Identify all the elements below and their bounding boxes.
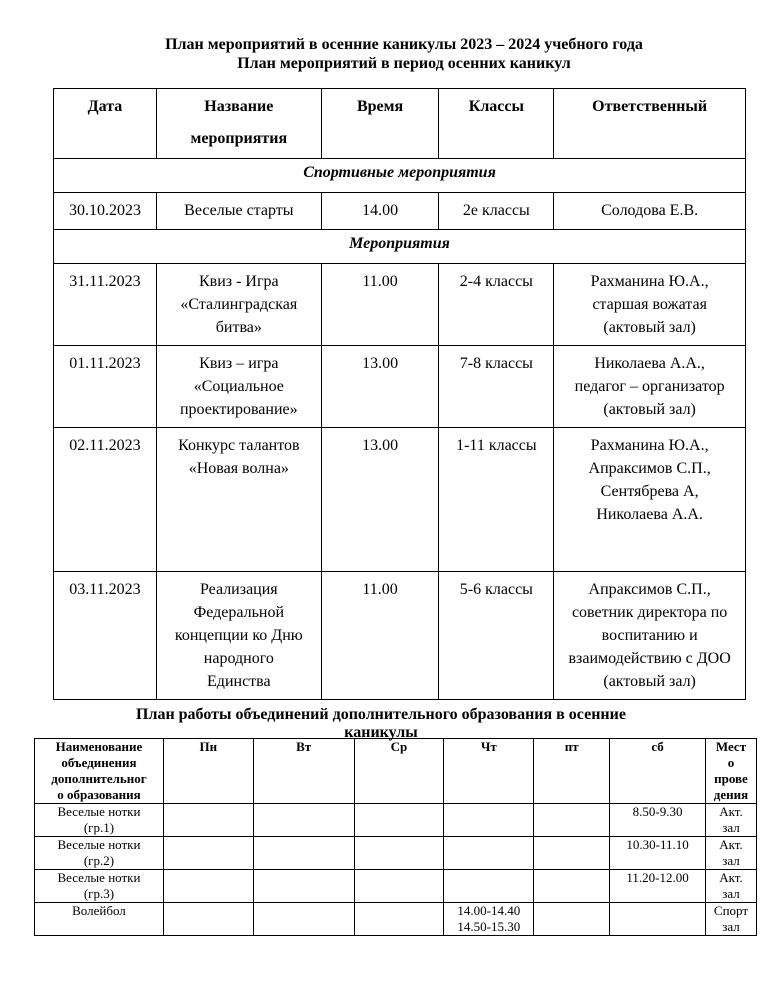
clubs-header-cell (705, 739, 756, 804)
clubs-header-cell (35, 739, 164, 804)
event-name (156, 572, 321, 700)
club-place-line: Акт. (719, 837, 743, 852)
event-time: 14.00 (321, 193, 439, 230)
club-place-line: Акт. (719, 804, 743, 819)
clubs-header-line: Вт (296, 739, 312, 754)
clubs-header-line: о образования (57, 787, 141, 802)
club-place (705, 804, 756, 837)
events-header-row (54, 89, 746, 159)
clubs-header-row (35, 739, 757, 804)
event-row (54, 264, 746, 346)
club-schedule-cell (534, 837, 610, 870)
club-place-line: зал (722, 820, 740, 835)
event-time: 13.00 (321, 346, 439, 428)
event-responsible-line: Николаева А.А. (596, 506, 703, 523)
club-schedule-cell (354, 870, 444, 903)
clubs-header-line: Наименование (55, 739, 143, 754)
event-responsible-line: Николаева А.А., (594, 355, 705, 372)
event-name-line: проектирование» (179, 401, 298, 418)
clubs-header-cell (354, 739, 444, 804)
header-time: Время (321, 89, 439, 159)
clubs-header-line: сб (651, 739, 664, 754)
event-name (156, 428, 321, 572)
club-schedule-cell: 10.30-11.10 (610, 837, 706, 870)
club-name (35, 870, 164, 903)
event-date: 03.11.2023 (54, 572, 157, 700)
event-responsible (554, 346, 746, 428)
club-place-line: зал (722, 853, 740, 868)
header-responsible: Ответственный (554, 89, 746, 159)
club-name-line: Волейбол (72, 903, 126, 918)
header-date: Дата (54, 89, 157, 159)
event-responsible-line: педагог – организатор (574, 378, 725, 395)
event-row (54, 346, 746, 428)
event-name (156, 264, 321, 346)
clubs-header-cell (163, 739, 253, 804)
event-responsible-line: старшая вожатая (592, 296, 707, 313)
club-schedule-cell (163, 870, 253, 903)
header-classes: Классы (439, 89, 554, 159)
event-name-line: Квиз – игра (199, 355, 279, 372)
clubs-title-line2: каникулы (344, 724, 418, 741)
event-responsible-line: Сентябрева А, (600, 483, 699, 500)
event-classes: 1-11 классы (439, 428, 554, 572)
club-schedule-cell (534, 804, 610, 837)
club-schedule-cell (253, 837, 354, 870)
event-responsible (554, 264, 746, 346)
event-name-line: «Социальное (193, 378, 284, 395)
club-schedule-cell (354, 804, 444, 837)
club-name (35, 903, 164, 936)
club-name-line: (гр.3) (83, 886, 115, 901)
event-responsible-line: Апраксимов С.П., (588, 460, 711, 477)
club-name (35, 837, 164, 870)
club-schedule-cell: 14.00-14.40 14.50-15.30 (444, 903, 534, 936)
clubs-header-line: Мест (715, 739, 747, 754)
clubs-header-line: Ср (390, 739, 408, 754)
clubs-header-cell (610, 739, 706, 804)
clubs-header-line: о (727, 755, 735, 770)
club-schedule-cell (444, 804, 534, 837)
clubs-header-line: пт (564, 739, 579, 754)
header-event-name-line1: Название (204, 98, 274, 115)
event-name-line: Реализация (199, 581, 278, 598)
event-row (54, 428, 746, 572)
event-time: 13.00 (321, 428, 439, 572)
event-name-line: битва» (215, 319, 262, 336)
event-name-line: Квиз - Игра (198, 273, 279, 290)
event-name-line: Единства (207, 673, 271, 690)
header-event-name-line2: мероприятия (190, 130, 288, 147)
event-responsible-line: воспитанию и (601, 627, 698, 644)
event-responsible-line: (актовый зал) (603, 319, 696, 336)
club-schedule-cell: 8.50-9.30 (610, 804, 706, 837)
clubs-header-line: прове (714, 771, 748, 786)
club-place (705, 870, 756, 903)
club-place (705, 837, 756, 870)
event-responsible-line: Рахманина Ю.А., (590, 437, 709, 454)
club-schedule-cell (610, 903, 706, 936)
club-schedule-cell (163, 804, 253, 837)
event-responsible-line: взаимодействию с ДОО (568, 650, 731, 667)
section-title-events: Мероприятия (54, 230, 746, 264)
clubs-header-line: объединения (61, 755, 137, 770)
event-responsible-line: Рахманина Ю.А., (590, 273, 709, 290)
clubs-header-line: дополнительног (51, 771, 147, 786)
club-name-line: Веселые нотки (57, 870, 141, 885)
event-date: 31.11.2023 (54, 264, 157, 346)
event-name-line: Веселые старты (184, 202, 294, 219)
club-row (35, 870, 757, 903)
club-schedule-cell (253, 903, 354, 936)
club-place-line: Акт. (719, 870, 743, 885)
clubs-header-cell (253, 739, 354, 804)
document-subtitle: План мероприятий в период осенних каникул (237, 55, 571, 72)
header-event-name (156, 89, 321, 159)
document-title: План мероприятий в осенние каникулы 2023 – 2024 учебного года (165, 36, 643, 53)
event-name-line: Конкурс талантов (178, 437, 300, 454)
event-name-line: концепции ко Дню (174, 627, 303, 644)
club-schedule-cell (534, 903, 610, 936)
event-responsible-line: (актовый зал) (603, 401, 696, 418)
club-schedule-cell (253, 804, 354, 837)
club-name (35, 804, 164, 837)
event-name-line: Федеральной (193, 604, 285, 621)
section-row-events (54, 230, 746, 264)
event-responsible-line: Апраксимов С.П., (588, 581, 711, 598)
club-name-line: (гр.2) (83, 853, 115, 868)
event-row (54, 572, 746, 700)
club-schedule-cell (163, 837, 253, 870)
clubs-header-line: дения (713, 787, 749, 802)
event-name-line: народного (203, 650, 274, 667)
event-classes: 7-8 классы (439, 346, 554, 428)
clubs-table (34, 738, 757, 936)
club-row (35, 804, 757, 837)
event-time: 11.00 (321, 264, 439, 346)
event-responsible-line: советник директора по (571, 604, 728, 621)
section-row-sport (54, 159, 746, 193)
event-responsible (554, 193, 746, 230)
club-row (35, 837, 757, 870)
club-schedule-cell (253, 870, 354, 903)
clubs-header-line: Пн (199, 739, 218, 754)
section-title-sport: Спортивные мероприятия (54, 159, 746, 193)
club-name-line: (гр.1) (83, 820, 115, 835)
club-schedule-cell (534, 870, 610, 903)
event-classes: 5-6 классы (439, 572, 554, 700)
club-schedule-cell (163, 903, 253, 936)
event-date: 02.11.2023 (54, 428, 157, 572)
event-classes: 2-4 классы (439, 264, 554, 346)
club-schedule-cell (444, 870, 534, 903)
club-place-line: зал (722, 919, 740, 934)
events-table (53, 88, 746, 700)
club-place-line: зал (722, 886, 740, 901)
event-row (54, 193, 746, 230)
event-name (156, 346, 321, 428)
club-name-line: Веселые нотки (57, 837, 141, 852)
event-responsible (554, 428, 746, 572)
club-schedule-cell: 11.20-12.00 (610, 870, 706, 903)
clubs-title-line1: План работы объединений дополнительного образования в осенние (136, 706, 626, 723)
club-schedule-cell (354, 837, 444, 870)
club-place-line: Спорт (713, 903, 749, 918)
clubs-header-cell (444, 739, 534, 804)
club-schedule-cell (444, 837, 534, 870)
event-responsible-line: Солодова Е.В. (601, 202, 699, 219)
clubs-header-cell (534, 739, 610, 804)
event-responsible-line: (актовый зал) (603, 673, 696, 690)
event-classes: 2е классы (439, 193, 554, 230)
club-name-line: Веселые нотки (57, 804, 141, 819)
event-date: 01.11.2023 (54, 346, 157, 428)
club-row (35, 903, 757, 936)
event-responsible (554, 572, 746, 700)
event-date: 30.10.2023 (54, 193, 157, 230)
event-time: 11.00 (321, 572, 439, 700)
event-name-line: «Новая волна» (188, 460, 289, 477)
event-name-line: «Сталинградская (180, 296, 298, 313)
club-schedule-cell (354, 903, 444, 936)
club-place (705, 903, 756, 936)
event-name (156, 193, 321, 230)
clubs-header-line: Чт (480, 739, 497, 754)
